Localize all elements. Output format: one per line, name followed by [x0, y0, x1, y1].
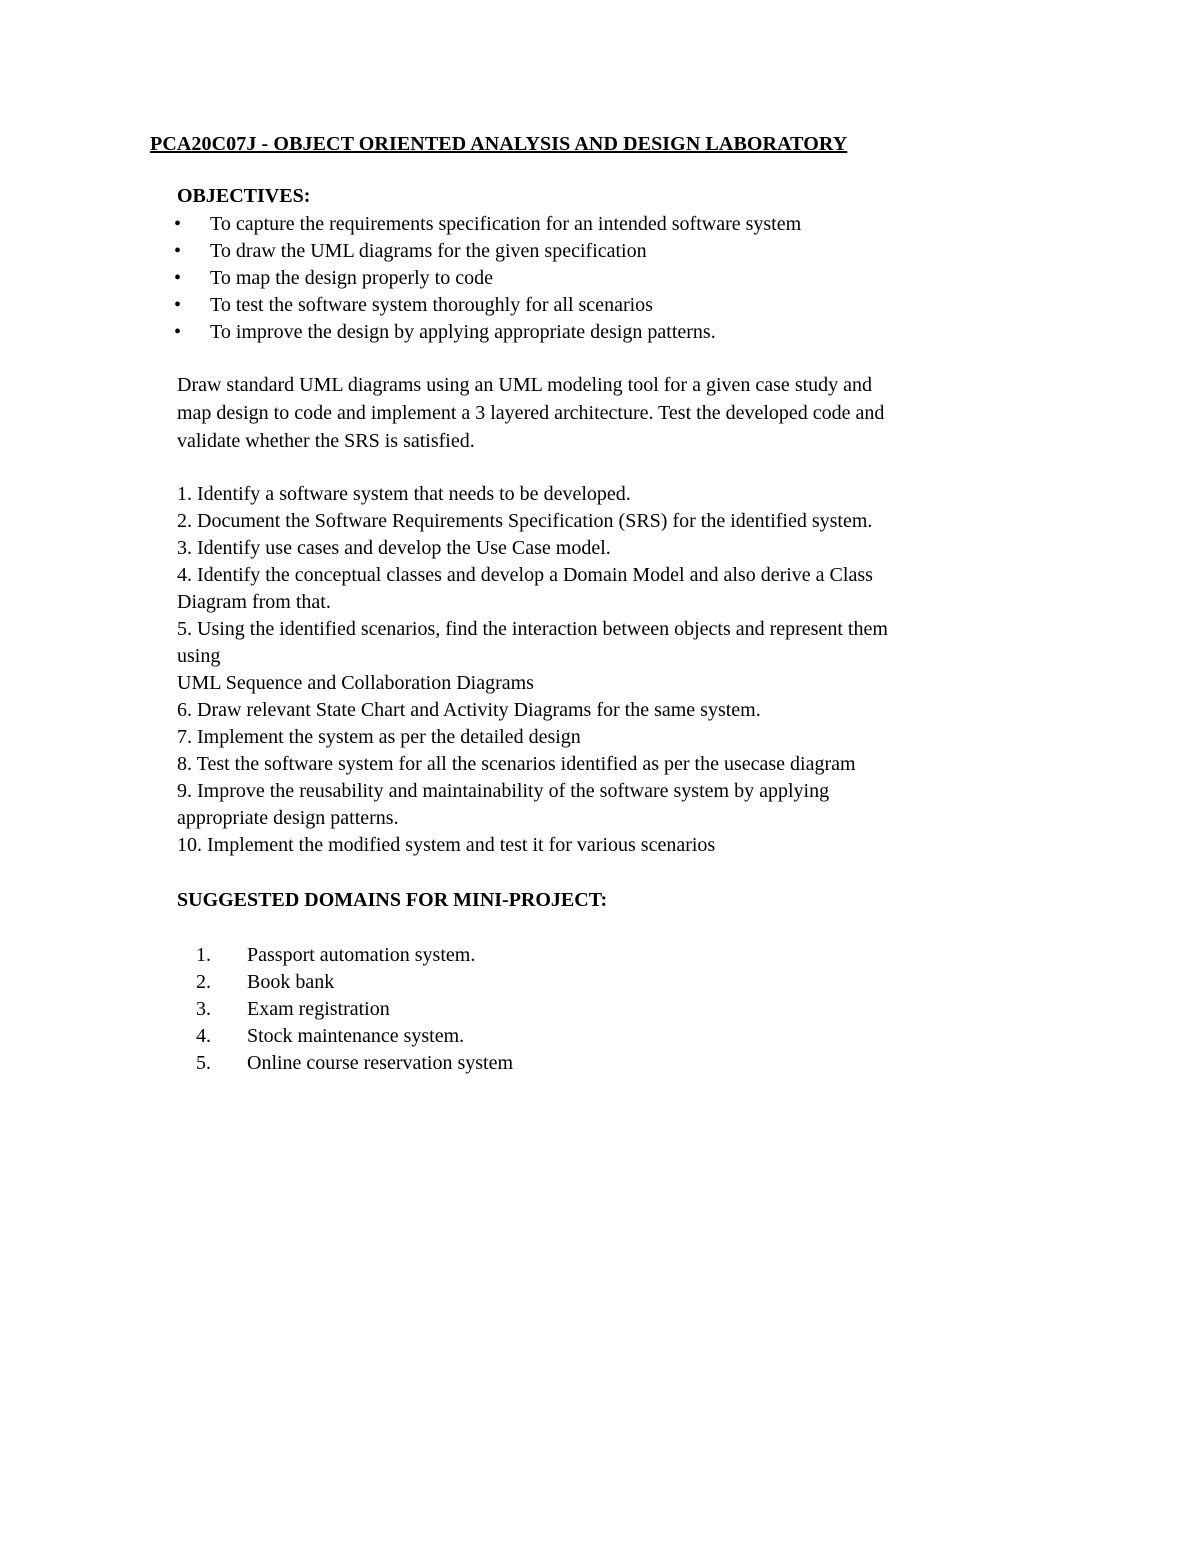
domain-item	[177, 942, 513, 969]
objective-item	[172, 238, 801, 265]
domain-number: 3.	[196, 998, 211, 1020]
objective-item	[172, 292, 801, 319]
objective-item	[172, 211, 801, 238]
objective-text: To capture the requirements specification for an intended software system	[210, 213, 802, 235]
objectives-heading: OBJECTIVES:	[177, 185, 311, 207]
objectives-list	[172, 211, 801, 346]
objective-text: To draw the UML diagrams for the given specification	[210, 240, 647, 262]
objective-item	[172, 265, 801, 292]
bullet-icon: •	[174, 267, 182, 289]
intro-line: Draw standard UML diagrams using an UML modeling tool for a given case study and	[177, 374, 873, 396]
step-line: using	[177, 645, 221, 667]
step-line: UML Sequence and Collaboration Diagrams	[177, 672, 534, 694]
domain-text: Book bank	[247, 971, 335, 993]
objective-text: To map the design properly to code	[210, 267, 493, 289]
intro-paragraph	[177, 372, 1037, 456]
step-line: 9. Improve the reusability and maintainability of the software system by applying	[177, 780, 830, 802]
domains-list	[177, 942, 513, 1077]
step-line: appropriate design patterns.	[177, 807, 399, 829]
steps-list	[177, 481, 888, 859]
step-line: 6. Draw relevant State Chart and Activity Diagrams for the same system.	[177, 699, 761, 721]
domain-text: Exam registration	[247, 998, 390, 1020]
bullet-icon: •	[174, 240, 182, 262]
domain-item	[177, 969, 513, 996]
domain-text: Stock maintenance system.	[247, 1025, 465, 1047]
step-line: 2. Document the Software Requirements Specification (SRS) for the identified system.	[177, 510, 873, 532]
document-title: PCA20C07J - OBJECT ORIENTED ANALYSIS AND DESIGN LABORATORY	[150, 133, 848, 155]
step-line: 3. Identify use cases and develop the Use Case model.	[177, 537, 611, 559]
domain-item	[177, 1050, 513, 1077]
domain-text: Online course reservation system	[247, 1052, 514, 1074]
domain-item	[177, 1023, 513, 1050]
step-line: 10. Implement the modified system and test it for various scenarios	[177, 834, 716, 856]
intro-line: validate whether the SRS is satisfied.	[177, 430, 475, 452]
bullet-icon: •	[174, 294, 182, 316]
bullet-icon: •	[174, 321, 182, 343]
objective-item	[172, 319, 801, 346]
objective-text: To test the software system thoroughly for all scenarios	[210, 294, 653, 316]
step-line: 1. Identify a software system that needs to be developed.	[177, 483, 631, 505]
step-line: Diagram from that.	[177, 591, 331, 613]
step-line: 5. Using the identified scenarios, find the interaction between objects and represent them	[177, 618, 888, 640]
domain-number: 2.	[196, 971, 211, 993]
step-line: 7. Implement the system as per the detailed design	[177, 726, 581, 748]
domain-number: 1.	[196, 944, 211, 966]
intro-line: map design to code and implement a 3 layered architecture. Test the developed code and	[177, 402, 885, 424]
domain-number: 5.	[196, 1052, 211, 1074]
domain-item	[177, 996, 513, 1023]
objective-text: To improve the design by applying appropriate design patterns.	[210, 321, 716, 343]
domain-text: Passport automation system.	[247, 944, 476, 966]
domains-heading: SUGGESTED DOMAINS FOR MINI-PROJECT:	[177, 889, 608, 911]
domain-number: 4.	[196, 1025, 211, 1047]
bullet-icon: •	[174, 213, 182, 235]
step-line: 4. Identify the conceptual classes and develop a Domain Model and also derive a Class	[177, 564, 873, 586]
step-line: 8. Test the software system for all the scenarios identified as per the usecase diagram	[177, 753, 856, 775]
